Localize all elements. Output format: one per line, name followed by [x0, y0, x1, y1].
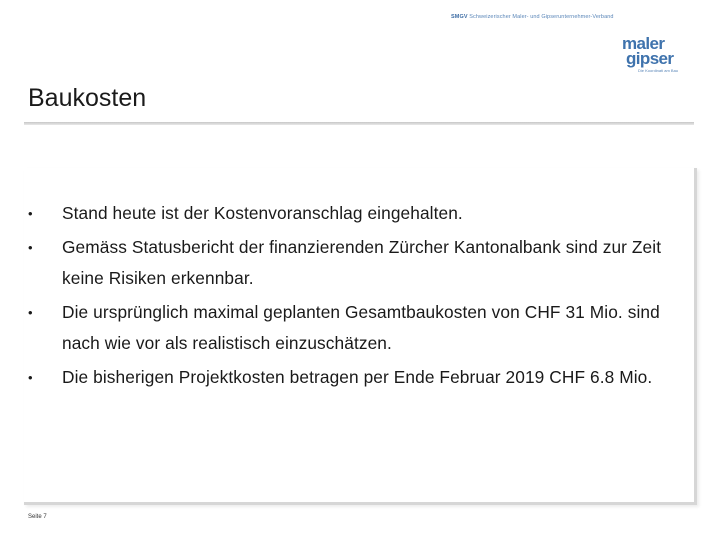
bullet-marker: • — [28, 240, 33, 255]
bullet-text: Die bisherigen Projektkosten betragen per Ende Februar 2019 CHF 6.8 Mio. — [62, 367, 653, 387]
bullet-item — [28, 362, 688, 393]
organization-name: Schweizerischer Maler- und Gipserunternehmer-Verband — [469, 14, 614, 20]
bullet-item — [28, 232, 688, 294]
slide-title: Baukosten — [28, 84, 147, 112]
logo-tagline: Die Koordinati am Bau — [638, 68, 679, 73]
bullet-text: Die ursprünglich maximal geplanten Gesamtbaukosten von CHF 31 Mio. sind nach wie vor als realistisch einzuschätzen. — [62, 302, 660, 353]
bullet-text: Stand heute ist der Kostenvoranschlag eingehalten. — [62, 203, 463, 223]
bullet-marker: • — [28, 305, 33, 320]
bullet-item — [28, 297, 688, 359]
maler-gipser-logo — [622, 36, 684, 76]
logo-word-gipser: gipser — [626, 49, 674, 68]
bullet-list — [28, 198, 688, 396]
organization-abbreviation: SMGV — [451, 14, 468, 20]
organization-header — [451, 14, 691, 20]
bullet-item — [28, 198, 688, 229]
bullet-marker: • — [28, 206, 33, 221]
logo-word-maler: maler — [622, 34, 665, 53]
bullet-text: Gemäss Statusbericht der finanzierenden Zürcher Kantonalbank sind zur Zeit keine Risiken erkennbar. — [62, 237, 662, 288]
page-number: Seite 7 — [28, 514, 47, 520]
bullet-marker: • — [28, 370, 33, 385]
title-divider — [24, 122, 694, 125]
